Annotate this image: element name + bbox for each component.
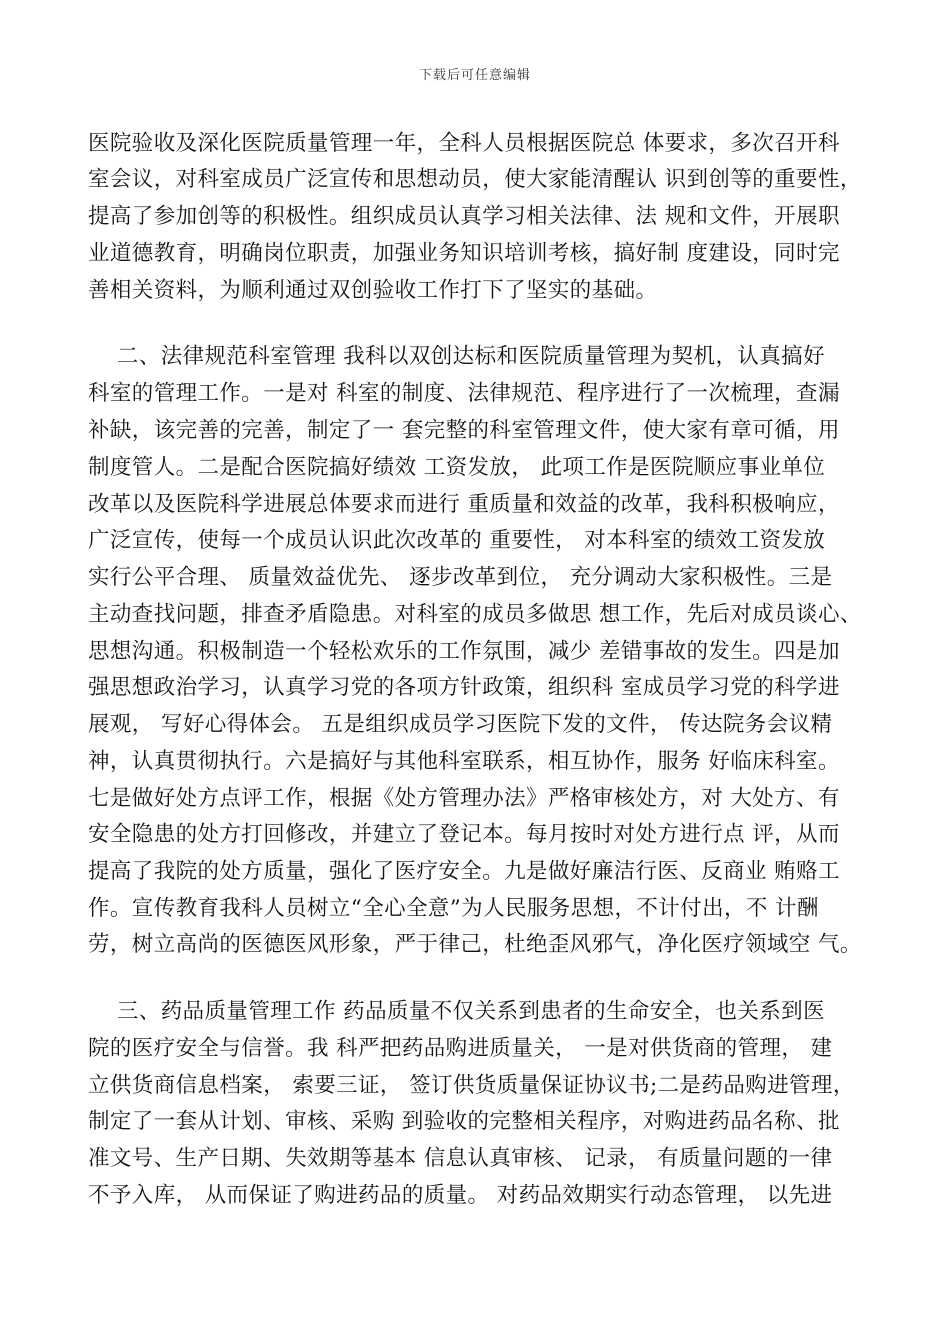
- text-line: 强思想政治学习，认真学习党的各项方针政策，组织科 室成员学习党的科学进: [88, 675, 840, 700]
- text-line: 实行公平合理、 质量效益优先、 逐步改革到位， 充分调动大家积极性。三是: [88, 565, 833, 590]
- page-header: 下载后可任意编辑: [418, 68, 531, 83]
- text-line: 准文号、生产日期、失效期等基本 信息认真审核、 记录， 有质量问题的一律: [88, 1146, 833, 1171]
- text-line: 医院验收及深化医院质量管理一年，全科人员根据医院总 体要求，多次召开科: [88, 131, 840, 156]
- text-line: 提高了我院的处方质量，强化了医疗安全。九是做好廉洁行医、反商业 贿赂工: [88, 859, 840, 884]
- text-line: 立供货商信息档案， 索要三证， 签订供货质量保证协议书;二是药品购进管理，: [88, 1073, 855, 1098]
- text-line: 广泛宣传，使每一个成员认识此次改革的 重要性， 对本科室的绩效工资发放: [88, 528, 826, 553]
- text-line: 作。宣传教育我科人员树立“全心全意”为人民服务思想，不计付出，不 计酬: [88, 896, 819, 921]
- text-line: 改革以及医院科学进展总体要求而进行 重质量和效益的改革，我科积极响应，: [88, 492, 840, 517]
- text-line: 制定了一套从计划、审核、采购 到验收的完整相关程序，对购进药品名称、批: [88, 1109, 840, 1134]
- text-line: 主动查找问题，排查矛盾隐患。对科室的成员多做思 想工作，先后对成员谈心、: [88, 602, 862, 627]
- text-line: 安全隐患的处方打回修改，并建立了登记本。每月按时对处方进行点 评，从而: [88, 822, 840, 847]
- text-line: 业道德教育，明确岗位职责，加强业务知识培训考核，搞好制 度建设，同时完: [88, 241, 840, 266]
- text-line: 劳，树立高尚的医德医风形象，严于律己，杜绝歪风邪气，净化医疗领域空 气。: [88, 932, 862, 957]
- text-line: 科室的管理工作。一是对 科室的制度、法律规范、程序进行了一次梳理，查漏: [88, 381, 840, 406]
- text-line: 制度管人。二是配合医院搞好绩效 工资发放， 此项工作是医院顺应事业单位: [88, 455, 826, 480]
- text-line: 不予入库， 从而保证了购进药品的质量。 对药品效期实行动态管理， 以先进: [88, 1183, 833, 1208]
- text-line: 展观， 写好心得体会。 五是组织成员学习医院下发的文件， 传达院务会议精: [88, 712, 833, 737]
- text-line: 提高了参加创等的积极性。组织成员认真学习相关法律、法 规和文件，开展职: [88, 204, 840, 229]
- text-line: 思想沟通。积极制造一个轻松欢乐的工作氛围，减少 差错事故的发生。四是加: [88, 639, 840, 664]
- text-line: 室会议，对科室成员广泛宣传和思想动员，使大家能清醒认 识到创等的重要性，: [88, 167, 862, 192]
- text-line: 七是做好处方点评工作，根据《处方管理办法》严格审核处方，对 大处方、有: [88, 786, 840, 811]
- text-line: 善相关资料，为顺利通过双创验收工作打下了坚实的基础。: [88, 278, 658, 303]
- text-line: 二、法律规范科室管理 我科以双创达标和医院质量管理为契机，认真搞好: [88, 344, 825, 369]
- text-line: 院的医疗安全与信誉。我 科严把药品购进质量关， 一是对供货商的管理， 建: [88, 1036, 833, 1061]
- text-line: 神，认真贯彻执行。六是搞好与其他科室联系，相互协作，服务 好临床科室。: [88, 749, 840, 774]
- text-line: 三、药品质量管理工作 药品质量不仅关系到患者的生命安全，也关系到医: [88, 999, 825, 1024]
- text-line: 补缺，该完善的完善，制定了一 套完整的科室管理文件，使大家有章可循，用: [88, 418, 840, 443]
